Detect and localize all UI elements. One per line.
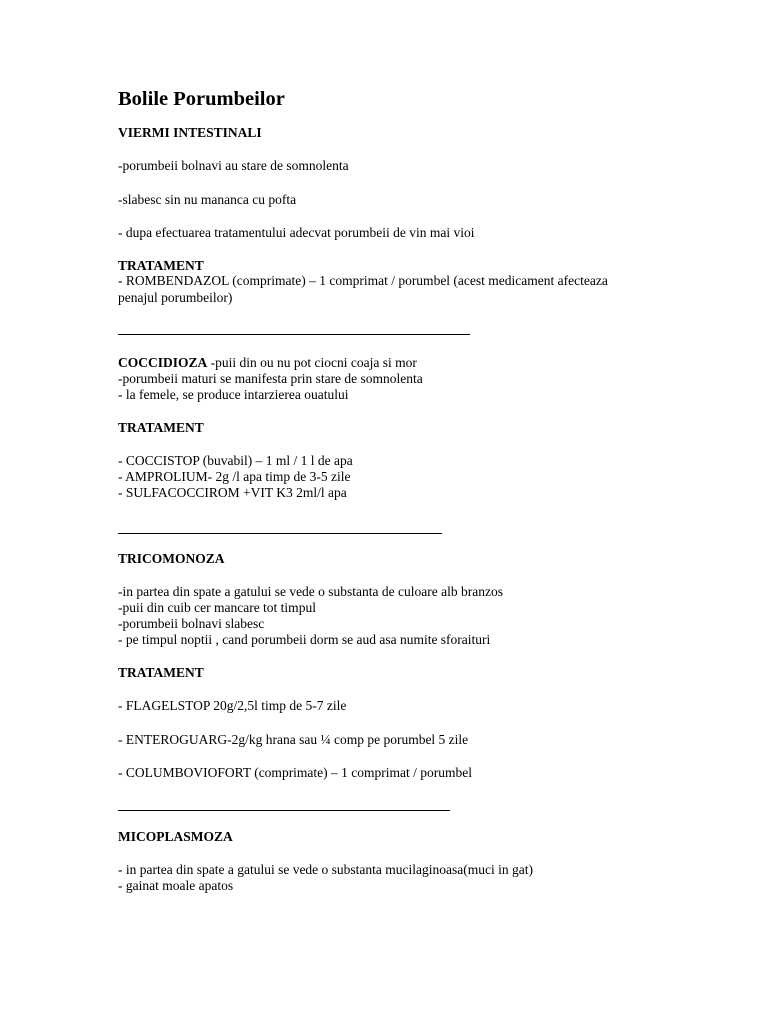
body-text: - gainat moale apatos bbox=[118, 878, 234, 893]
treatment-text: - COLUMBOVIOFORT (comprimate) – 1 comprimat / porumbel bbox=[118, 765, 473, 780]
section-separator bbox=[118, 810, 450, 811]
section-heading-line bbox=[118, 355, 417, 371]
treatment-text: - COCCISTOP (buvabil) – 1 ml / 1 l de apa bbox=[118, 453, 353, 468]
body-text: -puii din cuib cer mancare tot timpul bbox=[118, 600, 316, 615]
body-text: - pe timpul noptii , cand porumbeii dorm se aud asa numite sforaituri bbox=[118, 632, 491, 647]
body-text: - in partea din spate a gatului se vede o substanta mucilaginoasa(muci in gat) bbox=[118, 862, 533, 877]
treatment-heading: TRATAMENT bbox=[118, 258, 204, 273]
section-heading-coccidioza: COCCIDIOZA bbox=[118, 355, 208, 370]
treatment-text: penajul porumbeilor) bbox=[118, 290, 233, 305]
document-title: Bolile Porumbeilor bbox=[118, 88, 285, 110]
treatment-text: - ENTEROGUARG-2g/kg hrana sau ¼ comp pe porumbel 5 zile bbox=[118, 732, 469, 747]
section-separator bbox=[118, 334, 470, 335]
section-heading-tricomonoza: TRICOMONOZA bbox=[118, 551, 225, 566]
treatment-text: - AMPROLIUM- 2g /l apa timp de 3-5 zile bbox=[118, 469, 351, 484]
body-text: - la femele, se produce intarzierea ouatului bbox=[118, 387, 349, 402]
treatment-text: - SULFACOCCIROM +VIT K3 2ml/l apa bbox=[118, 485, 347, 500]
section-heading-micoplasmoza: MICOPLASMOZA bbox=[118, 829, 233, 844]
body-text: -porumbeii bolnavi slabesc bbox=[118, 616, 265, 631]
body-text: -puii din ou nu pot ciocni coaja si mor bbox=[207, 355, 417, 370]
body-text: -porumbeii maturi se manifesta prin stare de somnolenta bbox=[118, 371, 423, 386]
section-separator bbox=[118, 533, 442, 534]
body-text: - dupa efectuarea tratamentului adecvat porumbeii de vin mai vioi bbox=[118, 225, 475, 240]
body-text: -porumbeii bolnavi au stare de somnolenta bbox=[118, 158, 349, 173]
section-heading-viermi: VIERMI INTESTINALI bbox=[118, 125, 262, 140]
treatment-heading: TRATAMENT bbox=[118, 420, 204, 435]
body-text: -in partea din spate a gatului se vede o substanta de culoare alb branzos bbox=[118, 584, 503, 599]
treatment-text: - FLAGELSTOP 20g/2,5l timp de 5-7 zile bbox=[118, 698, 347, 713]
body-text: -slabesc sin nu mananca cu pofta bbox=[118, 192, 297, 207]
treatment-heading: TRATAMENT bbox=[118, 665, 204, 680]
treatment-text: - ROMBENDAZOL (comprimate) – 1 comprimat / porumbel (acest medicament afecteaza bbox=[118, 273, 608, 288]
